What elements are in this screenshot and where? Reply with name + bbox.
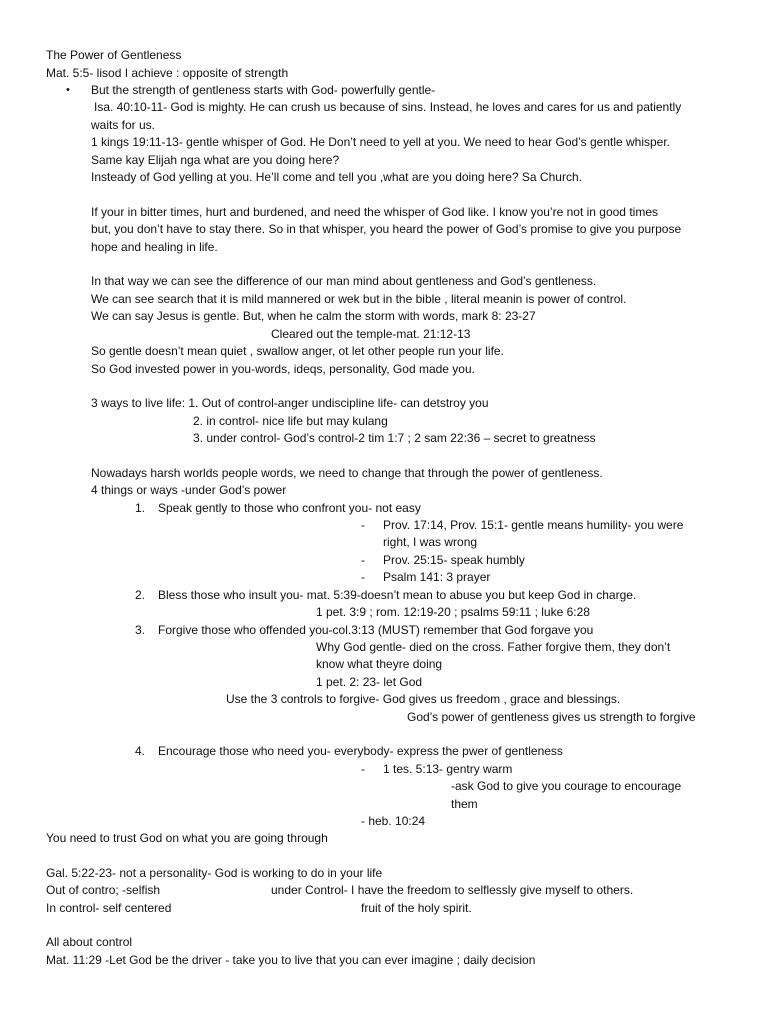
list-number: 2. [135,588,146,602]
text-line: Why God gentle- died on the cross. Father forgive them, they don’t [316,640,671,654]
text-line: them [451,797,478,811]
text-line: In that way we can see the difference of our man mind about gentleness and God’s gentleness. [91,274,597,288]
text-line: Prov. 25:15- speak humbly [383,553,525,567]
list-item-text: Encourage those who need you- everybody- express the pwer of gentleness [158,744,563,758]
text-line: Nowadays harsh worlds people words, we need to change that through the power of gentleness. [91,466,603,480]
text-line: know what theyre doing [316,657,443,671]
scripture-reference: Mat. 5:5- lisod I achieve : opposite of strength [46,66,289,80]
text-line: Mat. 11:29 -Let God be the driver - take you to live that you can ever imagine ; daily decision [46,953,536,967]
bullet-text: But the strength of gentleness starts with God- powerfully gentle- [91,83,436,97]
dash-marker: - [361,518,365,532]
text-line: You need to trust God on what you are going through [46,831,328,845]
list-number: 4. [135,744,146,758]
text-line: Prov. 17:14, Prov. 15:1- gentle means humility- you were [383,518,684,532]
text-line: All about control [46,935,133,949]
text-line: So gentle doesn’t mean quiet , swallow anger, ot let other people run your life. [91,344,504,358]
text-line: 1 tes. 5:13- gentry warm [383,762,513,776]
text-line: Psalm 141: 3 prayer [383,570,491,584]
bullet-marker: • [66,84,70,96]
text-line: We can see search that it is mild mannered or wek but in the bible , literal meanin is power of control. [91,292,627,306]
text-line: fruit of the holy spirit. [361,901,472,915]
text-line: -ask God to give you courage to encourage [451,779,682,793]
text-line: 3. under control- God’s control-2 tim 1:7 ; 2 sam 22:36 – secret to greatness [193,431,596,445]
text-line: Cleared out the temple-mat. 21:12-13 [271,327,471,341]
text-line: but, you don’t have to stay there. So in that whisper, you heard the power of God’s promise to give you purpose [91,222,682,236]
text-line: 3 ways to live life: 1. Out of control-anger undiscipline life- can detstroy you [91,396,489,410]
list-item-text: Forgive those who offended you-col.3:13 (MUST) remember that God forgave you [158,623,594,637]
text-line: hope and healing in life. [91,240,218,254]
document-title: The Power of Gentleness [46,48,182,62]
text-line: So God invested power in you-words, ideqs, personality, God made you. [91,362,475,376]
text-line: Out of contro; -selfish [46,883,161,897]
text-line: 4 things or ways -under God’s power [91,483,287,497]
text-line: 1 kings 19:11-13- gentle whisper of God. He Don’t need to yell at you. We need to hear God’s gentle whisper. [91,135,671,149]
list-number: 3. [135,623,146,637]
text-line: God’s power of gentleness gives us strength to forgive [407,710,696,724]
list-item-text: Speak gently to those who confront you- not easy [158,501,421,515]
text-line: We can say Jesus is gentle. But, when he calm the storm with words, mark 8: 23-27 [91,309,536,323]
list-number: 1. [135,501,146,515]
text-line: Insteady of God yelling at you. He’ll come and tell you ,what are you doing here? Sa Church. [91,170,582,184]
text-line: waits for us. [91,118,156,132]
list-item-text: Bless those who insult you- mat. 5:39-doesn’t mean to abuse you but keep God in charge. [158,588,637,602]
text-line: If your in bitter times, hurt and burdened, and need the whisper of God like. I know you’re not in good times [91,205,658,219]
dash-marker: - [361,762,365,776]
text-line: 1 pet. 2: 23- let God [316,675,423,689]
text-line: Gal. 5:22-23- not a personality- God is working to do in your life [46,866,383,880]
text-line: Isa. 40:10-11- God is mighty. He can crush us because of sins. Instead, he loves and cares for us and patiently [94,100,682,114]
text-line: In control- self centered [46,901,172,915]
text-line: under Control- I have the freedom to selflessly give myself to others. [271,883,634,897]
text-line: - heb. 10:24 [361,814,426,828]
text-line: Use the 3 controls to forgive- God gives us freedom , grace and blessings. [226,692,621,706]
dash-marker: - [361,553,365,567]
dash-marker: - [361,570,365,584]
text-line: Same kay Elijah nga what are you doing here? [91,153,340,167]
text-line: right, I was wrong [383,535,478,549]
text-line: 1 pet. 3:9 ; rom. 12:19-20 ; psalms 59:11 ; luke 6:28 [316,605,590,619]
text-line: 2. in control- nice life but may kulang [193,414,388,428]
